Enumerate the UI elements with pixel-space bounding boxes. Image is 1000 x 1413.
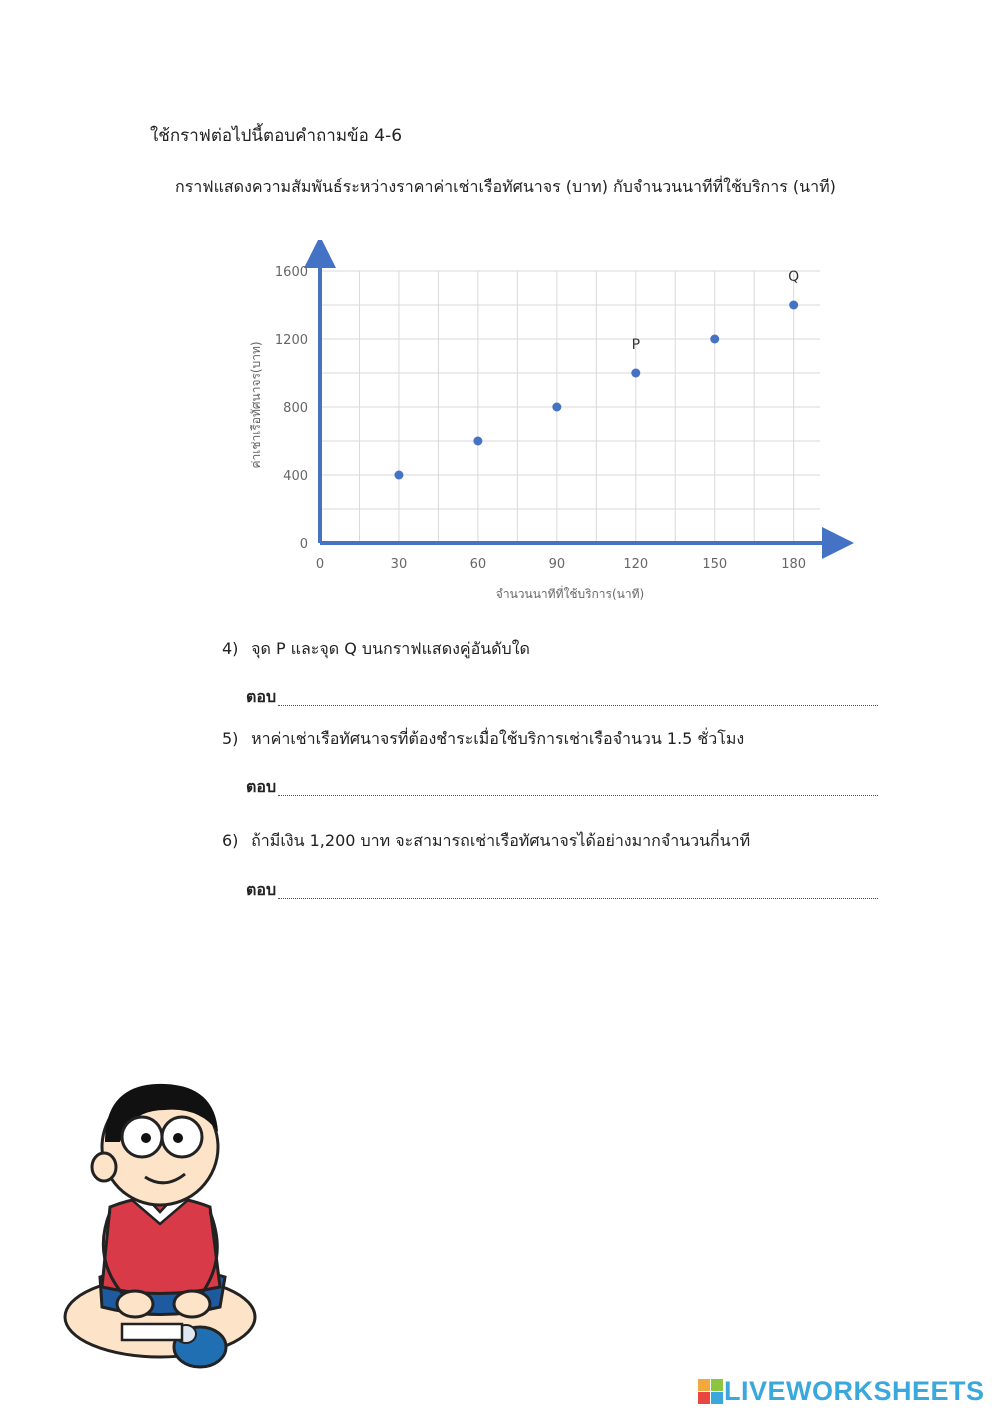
answer-row-5 [246,776,878,800]
x-tick-label: 90 [548,557,566,572]
y-tick-label: 1200 [274,333,308,348]
x-axis-label: จำนวนนาทีที่ใช้บริการ(นาที) [495,587,645,601]
y-tick-label: 0 [299,537,308,552]
cartoon-boy-illustration [60,1072,260,1372]
x-tick-label: 30 [390,557,408,572]
liveworksheets-logo [698,1376,985,1407]
chart-title: กราฟแสดงความสัมพันธ์ระหว่างราคาค่าเช่าเรือทัศนาจร (บาท) กับจำนวนนาทีที่ใช้บริการ (นาที) [175,177,836,196]
question-number: 4) [222,639,239,658]
question-number: 6) [222,831,239,850]
chart-points [394,269,799,480]
x-tick-label: 0 [315,557,325,572]
answer-input-4[interactable] [278,704,878,706]
scatter-chart [240,240,860,610]
question-text: จุด P และจุด Q บนกราฟแสดงคู่อันดับใด [251,639,530,658]
question-4 [222,637,530,662]
x-tick-label: 60 [469,557,487,572]
x-tick-label: 150 [702,557,728,572]
answer-row-4 [246,686,878,710]
chart-axes [320,252,838,543]
answer-label: ตอบ [246,687,277,706]
chart-ticks [275,265,806,572]
data-point [789,301,798,310]
data-point [394,471,403,480]
question-text: หาค่าเช่าเรือทัศนาจรที่ต้องชำระเมื่อใช้บริการเช่าเรือจำนวน 1.5 ชั่วโมง [251,729,745,748]
point-label: P [631,337,641,353]
x-tick-label: 120 [623,557,649,572]
answer-label: ตอบ [246,880,277,899]
y-tick-label: 400 [283,469,308,484]
data-point [473,437,482,446]
answer-row-6 [246,879,878,903]
answer-input-6[interactable] [278,897,878,899]
y-tick-label: 800 [283,401,308,416]
question-6 [222,829,750,854]
logo-text: LIVEWORKSHEETS [724,1376,985,1406]
question-5 [222,727,744,752]
y-tick-label: 1600 [274,265,308,280]
answer-input-5[interactable] [278,794,878,796]
chart-grid [320,271,820,543]
data-point [631,369,640,378]
instruction-text: ใช้กราฟต่อไปนี้ตอบคำถามข้อ 4-6 [150,126,403,146]
point-label: Q [788,269,800,285]
question-number: 5) [222,729,239,748]
data-point [552,403,561,412]
x-tick-label: 180 [781,557,807,572]
answer-label: ตอบ [246,777,277,796]
data-point [710,335,719,344]
question-text: ถ้ามีเงิน 1,200 บาท จะสามารถเช่าเรือทัศนาจรได้อย่างมากจำนวนกี่นาที [251,831,751,850]
y-axis-label: ค่าเช่าเรือทัศนาจร(บาท) [249,341,263,469]
logo-badge-icon [698,1379,724,1405]
